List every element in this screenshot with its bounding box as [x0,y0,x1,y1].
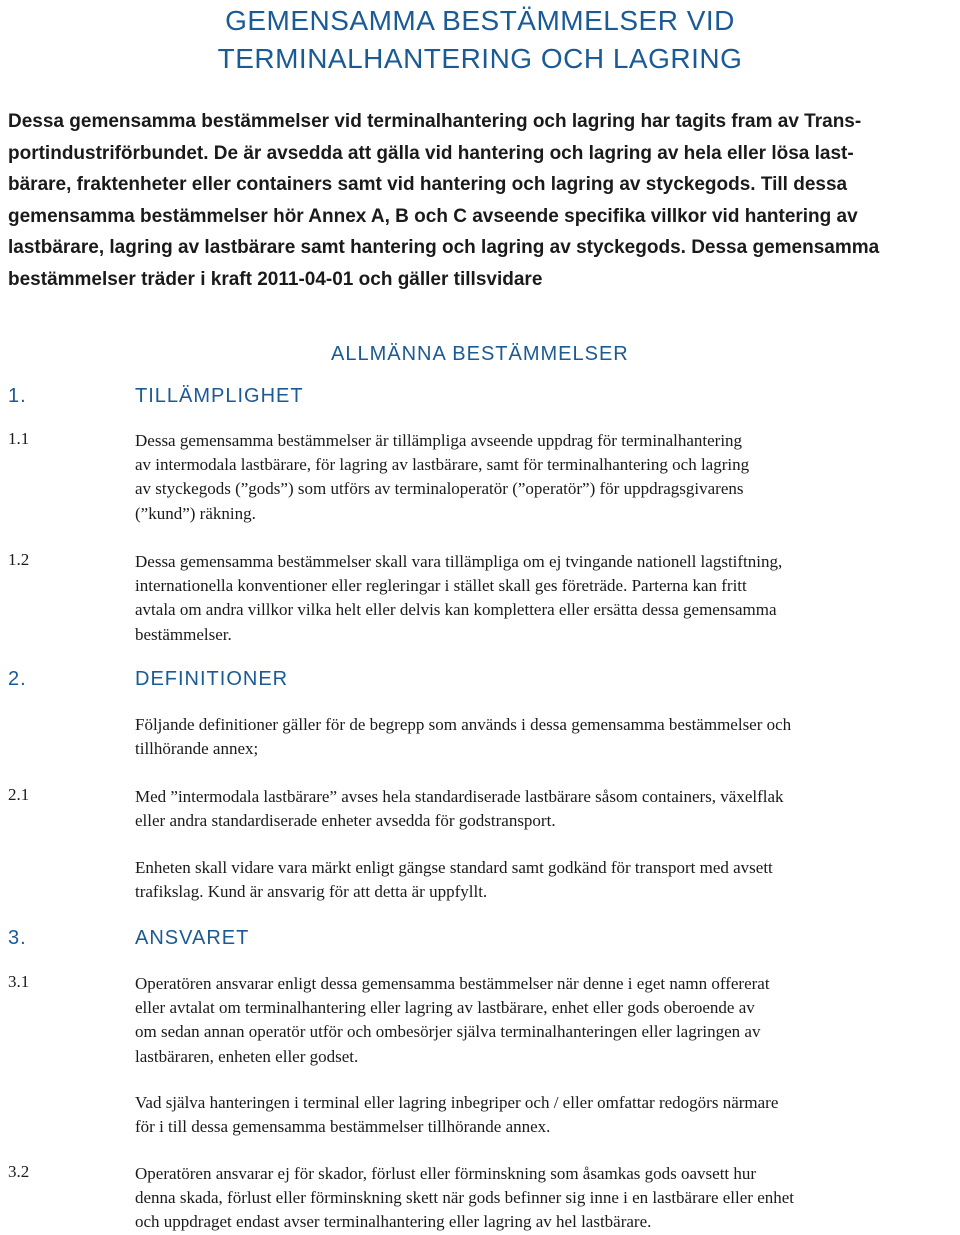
text-line: (”kund”) räkning. [135,503,256,523]
clause-3-1-text [135,972,958,1069]
clause-number: 3.1 [8,972,30,991]
text-line: Operatören ansvarar ej för skador, förlust eller förminskning som åsamkas gods oavsett hur [135,1164,757,1183]
text-line: Med ”intermodala lastbärare” avses hela standardiserade lastbärare såsom containers, växelflak [135,787,784,806]
section-title: ANSVARET [135,927,250,949]
text-line: för i till dessa gemensamma bestämmelser tillhörande annex. [135,1117,551,1137]
clause-3-1-extra-text [135,1091,958,1139]
section-title: TILLÄMPLIGHET [135,385,304,407]
text-line: Dessa gemensamma bestämmelser är tillämpliga avseende uppdrag för terminalhantering [135,431,743,450]
intro-line: lastbärare, lagring av lastbärare samt hantering och lagring av styckegods. Dessa gemensamma [8,237,880,258]
text-line: eller andra standardiserade enheter avsedda för godstransport. [135,811,556,831]
section-number: 2. [8,668,27,690]
intro-line: bestämmelser träder i kraft 2011-04-01 och gäller tillsvidare [8,268,543,290]
text-line: av styckegods (”gods”) som utförs av terminaloperatör (”operatör”) för uppdragsgivarens [135,479,744,499]
clause-2-1-text [135,785,958,833]
text-line: denna skada, förlust eller förminskning skett när gods befinner sig inne i en lastbärare eller enhet [135,1188,795,1208]
text-line: internationella konventioner eller regleringar i stället skall ges företräde. Parterna kan fritt [135,576,747,596]
text-line: av intermodala lastbärare, för lagring av lastbärare, samt för terminalhantering och lagring [135,455,750,475]
section-title: DEFINITIONER [135,668,289,690]
section-number: 3. [8,927,27,949]
clause-number: 1.2 [8,550,30,569]
clause-2-1-extra-text [135,856,958,904]
text-line: avtala om andra villkor vilka helt eller delvis kan komplettera eller ersätta dessa gemensamma [135,600,777,620]
clause-1-2-text [135,550,958,647]
intro-line: gemensamma bestämmelser hör Annex A, B och C avseende specifika villkor vid hantering av [8,205,858,227]
clause-number: 3.2 [8,1162,30,1181]
intro-line: portindustriförbundet. De är avsedda att gälla vid hantering och lagring av hela eller lösa last- [8,142,854,164]
text-line: lastbäraren, enheten eller godset. [135,1046,359,1066]
intro-paragraph [8,106,958,295]
title-line: TERMINALHANTERING OCH LAGRING [217,43,743,74]
title-line: GEMENSAMMA BESTÄMMELSER VID [225,5,735,36]
text-line: Dessa gemensamma bestämmelser skall vara tillämpliga om ej tvingande nationell lagstiftning, [135,552,783,571]
text-line: Operatören ansvarar enligt dessa gemensamma bestämmelser när denne i eget namn offererat [135,974,770,993]
text-line: bestämmelser. [135,624,232,644]
clause-number: 1.1 [8,429,30,448]
text-line: och uppdraget endast avser terminalhantering eller lagring av hel lastbärare. [135,1212,652,1232]
text-line: om sedan annan operatör utför och ombesörjer själva terminalhanteringen eller lagringen av [135,1022,761,1042]
text-line: eller avtalat om terminalhantering eller lagring av lastbärare, enhet eller gods oberoende av [135,998,755,1018]
intro-line: bärare, fraktenheter eller containers samt vid hantering och lagring av styckegods. Till dessa [8,174,848,195]
text-line: Enheten skall vidare vara märkt enligt gängse standard samt godkänd för transport med avsett [135,858,773,877]
text-line: Vad själva hanteringen i terminal eller lagring inbegriper och / eller omfattar redogörs närmare [135,1093,779,1112]
clause-1-1-text [135,429,958,526]
general-provisions-heading: ALLMÄNNA BESTÄMMELSER [331,343,629,365]
clause-3-2-text [135,1162,958,1235]
text-line: Följande definitioner gäller för de begrepp som används i dessa gemensamma bestämmelser och [135,715,792,734]
section-number: 1. [8,385,27,407]
text-line: tillhörande annex; [135,739,259,759]
document-title [0,2,960,78]
definitions-intro-text [135,713,958,761]
clause-number: 2.1 [8,785,30,804]
intro-line: Dessa gemensamma bestämmelser vid terminalhantering och lagring har tagits fram av Trans- [8,111,862,132]
text-line: trafikslag. Kund är ansvarig för att detta är uppfyllt. [135,882,488,902]
